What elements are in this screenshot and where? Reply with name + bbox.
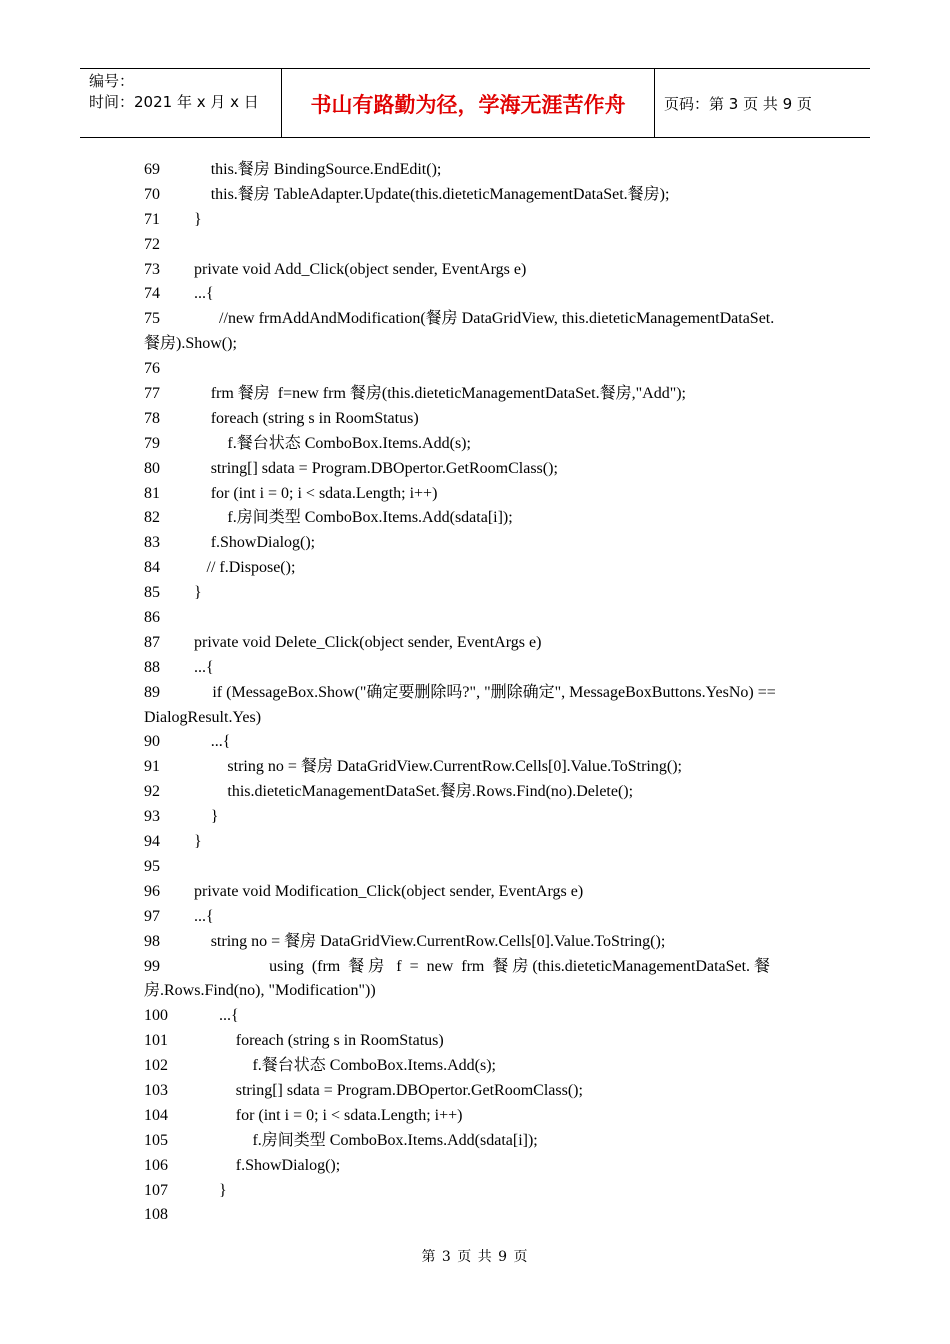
page-footer: 第 3 页 共 9 页: [421, 1249, 529, 1265]
code-text: private void Modification_Click(object sender, EventArgs e): [194, 882, 584, 900]
code-line: [144, 158, 808, 183]
code-line: [144, 681, 808, 706]
code-line: [144, 307, 808, 332]
code-line: [144, 382, 808, 407]
code-line: [144, 482, 808, 507]
line-number: 80: [144, 459, 160, 477]
code-text: f.房间类型 ComboBox.Items.Add(sdata[i]);: [252, 1131, 538, 1149]
line-number: 90: [144, 733, 160, 751]
code-text: 房.Rows.Find(no), "Modification")): [144, 982, 376, 1000]
code-text: string no = 餐房 DataGridView.CurrentRow.Cells[0].Value.ToString();: [227, 758, 682, 776]
line-number: 70: [144, 185, 160, 203]
code-line: [144, 755, 808, 780]
line-number: 108: [144, 1206, 168, 1224]
code-text: string[] sdata = Program.DBOpertor.GetRoomClass();: [210, 459, 558, 477]
code-line: [144, 208, 808, 233]
code-text: foreach (string s in RoomStatus): [235, 1032, 444, 1050]
line-number: 93: [144, 808, 160, 826]
line-number: 73: [144, 260, 160, 278]
line-number: 92: [144, 783, 160, 801]
code-text: 餐房).Show();: [144, 335, 237, 353]
line-number: 84: [144, 559, 160, 577]
header-page-label: 页码：第 3 页 共 9 页: [664, 95, 812, 113]
line-number: 86: [144, 609, 160, 627]
code-line: [144, 1054, 808, 1079]
line-number: 97: [144, 907, 160, 925]
code-line: [144, 1179, 808, 1204]
code-line: [144, 407, 808, 432]
code-text: ...{: [194, 907, 214, 925]
code-line: [144, 805, 808, 830]
code-line: [144, 506, 808, 531]
code-line: [144, 1104, 808, 1129]
code-line: [144, 730, 808, 755]
line-number: 91: [144, 758, 160, 776]
code-text: ...{: [194, 658, 214, 676]
code-text: }: [210, 808, 219, 826]
line-number: 72: [144, 235, 160, 253]
line-number: 81: [144, 484, 160, 502]
code-line: [144, 1129, 808, 1154]
code-text: this.dieteticManagementDataSet.餐房.Rows.Find(no).Delete();: [227, 783, 634, 801]
code-text: if (MessageBox.Show("确定要删除吗?", "删除确定", MessageBoxButtons.YesNo) ==: [212, 683, 776, 701]
line-number: 98: [144, 932, 160, 950]
line-number: 94: [144, 833, 160, 851]
code-line: [144, 457, 808, 482]
code-line: [144, 332, 808, 357]
page-header: [80, 68, 870, 138]
code-line: [144, 930, 808, 955]
code-text: ...{: [194, 285, 214, 303]
line-number: 69: [144, 161, 160, 178]
code-text: DialogResult.Yes): [144, 708, 262, 726]
line-number: 106: [144, 1156, 168, 1174]
line-number: 75: [144, 310, 160, 328]
code-line: [144, 955, 808, 980]
line-number: 76: [144, 360, 160, 378]
code-text: string no = 餐房 DataGridView.CurrentRow.Cells[0].Value.ToString();: [210, 932, 666, 950]
header-date-label: 时间：2021 年 x 月 x 日: [89, 93, 259, 111]
code-line: [144, 880, 808, 905]
code-line: [144, 979, 808, 1004]
line-number: 85: [144, 584, 160, 602]
line-number: 95: [144, 857, 160, 875]
code-text: f.ShowDialog();: [210, 534, 316, 552]
code-text: string[] sdata = Program.DBOpertor.GetRoomClass();: [235, 1081, 583, 1099]
line-number: 74: [144, 285, 160, 303]
code-line: [144, 780, 808, 805]
code-text: foreach (string s in RoomStatus): [210, 409, 419, 427]
code-text: for (int i = 0; i < sdata.Length; i++): [210, 484, 438, 502]
line-number: 102: [144, 1057, 168, 1075]
code-line: [144, 830, 808, 855]
code-line: [144, 258, 808, 283]
code-line: [144, 1203, 808, 1228]
code-text: }: [219, 1181, 227, 1199]
code-line: [144, 631, 808, 656]
line-number: 77: [144, 385, 160, 403]
code-line: [144, 855, 808, 880]
code-text: for (int i = 0; i < sdata.Length; i++): [235, 1106, 463, 1124]
code-text: //new frmAddAndModification(餐房 DataGridView, this.dieteticManagementDataSet.: [219, 310, 775, 328]
header-divider: [654, 69, 655, 137]
code-line: [144, 1029, 808, 1054]
code-line: [144, 905, 808, 930]
line-number: 104: [144, 1106, 168, 1124]
code-line: [144, 282, 808, 307]
line-number: 103: [144, 1081, 168, 1099]
line-number: 79: [144, 434, 160, 452]
code-line: [144, 656, 808, 681]
code-line: [144, 1079, 808, 1104]
line-number: 82: [144, 509, 160, 527]
code-text: f.房间类型 ComboBox.Items.Add(sdata[i]);: [227, 509, 513, 527]
code-line: [144, 556, 808, 581]
line-number: 71: [144, 210, 160, 228]
code-text: f.餐台状态 ComboBox.Items.Add(s);: [227, 434, 471, 452]
code-text: frm 餐房 f=new frm 餐房(this.dieteticManagementDataSet.餐房,"Add");: [210, 385, 686, 403]
line-number: 101: [144, 1032, 168, 1050]
line-number: 87: [144, 633, 160, 651]
line-number: 88: [144, 658, 160, 676]
line-number: 107: [144, 1181, 168, 1199]
code-text: }: [194, 210, 202, 228]
code-line: [144, 1004, 808, 1029]
line-number: 89: [144, 683, 160, 701]
code-line: [144, 1154, 808, 1179]
code-text: f.ShowDialog();: [235, 1156, 341, 1174]
code-text: }: [194, 833, 202, 851]
code-text: private void Add_Click(object sender, EventArgs e): [194, 260, 527, 278]
code-listing: [144, 158, 808, 1228]
code-text: f.餐台状态 ComboBox.Items.Add(s);: [252, 1057, 496, 1075]
line-number: 96: [144, 882, 160, 900]
code-text: this.餐房 TableAdapter.Update(this.dieteticManagementDataSet.餐房);: [210, 185, 670, 203]
code-line: [144, 606, 808, 631]
code-line: [144, 706, 808, 731]
code-line: [144, 581, 808, 606]
header-motto: 书山有路勤为径，学海无涯苦作舟: [310, 93, 626, 117]
code-text: }: [194, 584, 202, 602]
header-meta: [89, 71, 259, 113]
line-number: 99: [144, 957, 160, 975]
header-code-label: 编号：: [89, 72, 135, 90]
code-line: [144, 432, 808, 457]
line-number: 78: [144, 409, 160, 427]
line-number: 105: [144, 1131, 168, 1149]
code-text: using (frm 餐 房 f = new frm 餐 房 (this.dieteticManagementDataSet. 餐: [269, 957, 771, 975]
code-text: ...{: [210, 733, 231, 751]
code-line: [144, 357, 808, 382]
code-text: // f.Dispose();: [206, 559, 296, 577]
code-line: [144, 233, 808, 258]
code-line: [144, 531, 808, 556]
code-text: ...{: [219, 1007, 239, 1025]
line-number: 100: [144, 1007, 168, 1025]
code-text: private void Delete_Click(object sender, EventArgs e): [194, 633, 542, 651]
line-number: 83: [144, 534, 160, 552]
code-text: this.餐房 BindingSource.EndEdit();: [210, 161, 442, 178]
code-line: [144, 183, 808, 208]
